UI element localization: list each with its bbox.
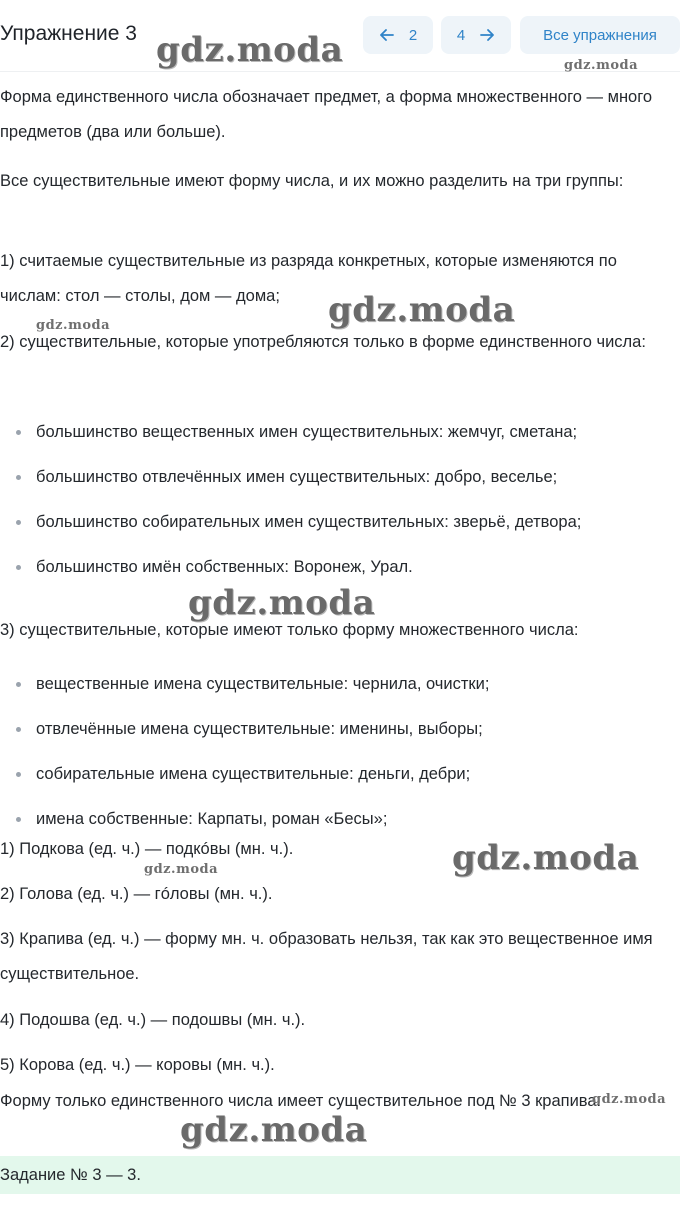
- list-item: большинство имён собственных: Воронеж, Урал.: [0, 550, 680, 585]
- watermark: gdz.moda: [180, 1110, 368, 1150]
- page-title: Упражнение 3: [0, 22, 137, 45]
- bullet-dot-icon: [16, 475, 21, 480]
- bullet-dot-icon: [16, 817, 21, 822]
- answer-line: 4) Подошва (ед. ч.) — подошвы (мн. ч.).: [0, 1011, 306, 1029]
- list-item: большинство отвлечённых имен существительных: добро, веселье;: [0, 460, 680, 495]
- list-item: собирательные имена существительные: деньги, дебри;: [0, 757, 680, 792]
- bullet-dot-icon: [16, 430, 21, 435]
- bullet-dot-icon: [16, 682, 21, 687]
- watermark: gdz.moda: [564, 58, 639, 73]
- prev-exercise-label: 2: [408, 26, 418, 44]
- list-item: большинство собирательных имен существительных: зверьё, детвора;: [0, 505, 680, 540]
- bullet-dot-icon: [16, 772, 21, 777]
- paragraph: 2) существительные, которые употребляются только в форме единственного числа:: [0, 333, 646, 351]
- prev-exercise-button[interactable]: [363, 16, 433, 54]
- watermark: gdz.moda: [592, 1092, 667, 1107]
- bullet-dot-icon: [16, 565, 21, 570]
- next-exercise-button[interactable]: [441, 16, 511, 54]
- bullet-dot-icon: [16, 727, 21, 732]
- answer-line: 1) Подкова (ед. ч.) — подкóвы (мн. ч.).: [0, 840, 294, 858]
- answer-line: 2) Голова (ед. ч.) — гóловы (мн. ч.).: [0, 885, 273, 903]
- paragraph: 3) существительные, которые имеют только форму множественного числа:: [0, 621, 579, 639]
- answer-line: 5) Корова (ед. ч.) — коровы (мн. ч.).: [0, 1056, 275, 1074]
- watermark: gdz.moda: [144, 862, 219, 877]
- conclusion-text: Форму только единственного числа имеет существительное под № 3 крапива.: [0, 1092, 602, 1110]
- list-item: большинство вещественных имен существительных: жемчуг, сметана;: [0, 415, 680, 450]
- arrow-right-icon: [479, 27, 495, 43]
- answer-line: 3) Крапива (ед. ч.) — форму мн. ч. образовать нельзя, так как это вещественное имя существительное.: [0, 930, 653, 983]
- paragraph: Форма единственного числа обозначает предмет, а форма множественного — много предметов (два или больше).: [0, 88, 653, 141]
- answer-text: Задание № 3 — 3.: [0, 1166, 141, 1184]
- list-item: имена собственные: Карпаты, роман «Бесы»;: [0, 802, 680, 837]
- watermark: gdz.moda: [156, 30, 344, 70]
- next-exercise-label: 4: [456, 26, 466, 44]
- list-item: отвлечённые имена существительные: именины, выборы;: [0, 712, 680, 747]
- answer-bar: [0, 1156, 680, 1194]
- all-exercises-button[interactable]: Все упражнения: [520, 16, 680, 54]
- watermark: gdz.moda: [188, 583, 376, 623]
- watermark: gdz.moda: [452, 838, 640, 878]
- bullet-dot-icon: [16, 520, 21, 525]
- watermark: gdz.moda: [36, 318, 111, 333]
- arrow-left-icon: [379, 27, 395, 43]
- list-item: вещественные имена существительные: чернила, очистки;: [0, 667, 680, 702]
- watermark: gdz.moda: [328, 290, 516, 330]
- paragraph: Все существительные имеют форму числа, и их можно разделить на три группы:: [0, 172, 624, 190]
- paragraph: 1) считаемые существительные из разряда конкретных, которые изменяются по числам: стол — столы, дом — дома;: [0, 252, 617, 305]
